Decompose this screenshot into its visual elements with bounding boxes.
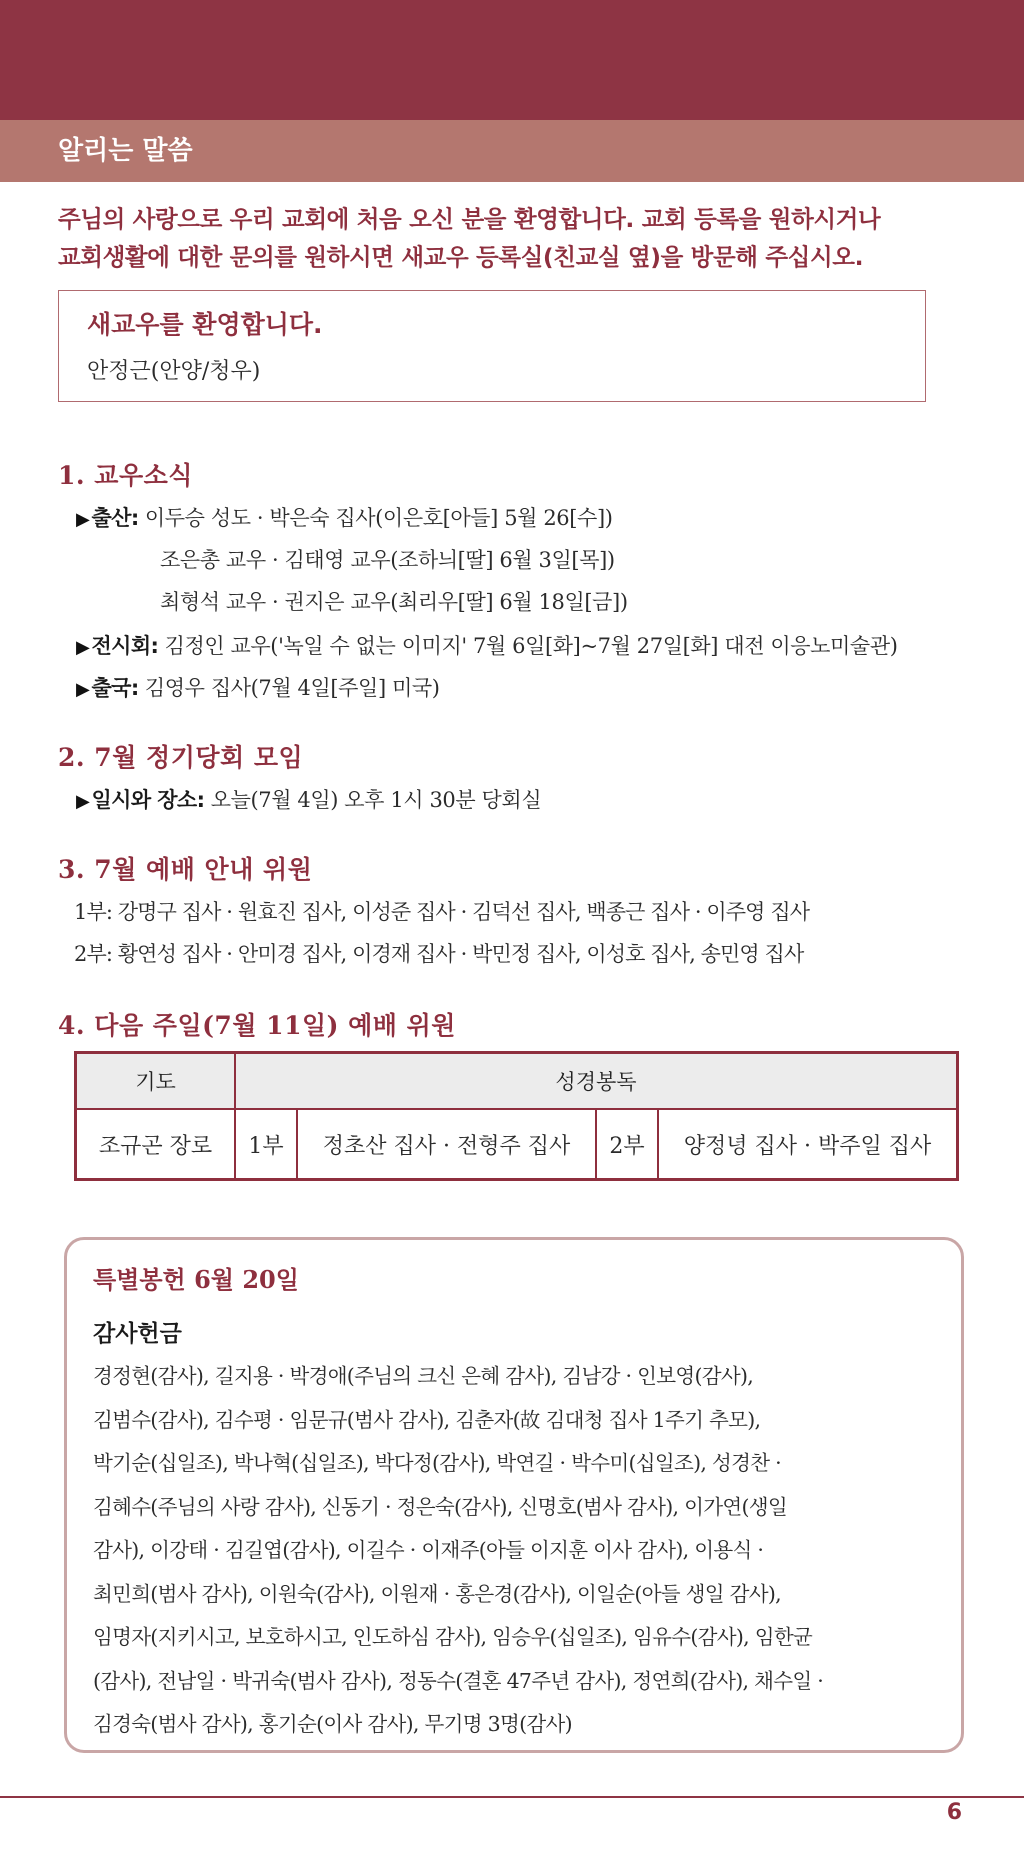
- page-number: 6: [946, 1800, 962, 1825]
- meeting-line: [76, 784, 541, 814]
- offering-line: 박기순(십일조), 박나혁(십일조), 박다정(감사), 박연길 · 박수미(십일조), 성경찬 ·: [93, 1451, 781, 1475]
- offering-list: [93, 1355, 953, 1747]
- heading-next-week: 4. 다음 주일(7월 11일) 예배 위원: [58, 1011, 456, 1040]
- triangle-bullet-icon: ▶: [76, 791, 90, 812]
- meeting-text: 오늘(7월 4일) 오후 1시 30분 당회실: [210, 788, 542, 812]
- table-header-row: [76, 1053, 958, 1110]
- intro-line-2: 교회생활에 대한 문의를 원하시면 새교우 등록실(친교실 옆)을 방문해 주십시오.: [58, 243, 864, 271]
- cell-service-2-names: 양정녕 집사 · 박주일 집사: [658, 1109, 958, 1180]
- offering-title: 특별봉헌 6월 20일: [93, 1265, 299, 1294]
- offering-line: 임명자(지키시고, 보호하시고, 인도하심 감사), 임승우(십일조), 임유수(감사), 임한균: [93, 1625, 813, 1649]
- cell-service-2: 2부: [596, 1109, 658, 1180]
- section-title: 알리는 말씀: [0, 120, 1024, 182]
- offering-subtitle: 감사헌금: [93, 1321, 182, 1347]
- welcome-title: 새교우를 환영합니다.: [87, 310, 323, 339]
- offering-line: 최민희(범사 감사), 이원숙(감사), 이원재 · 홍은경(감사), 이일순(아들 생일 감사),: [93, 1581, 781, 1606]
- ushers-line-2: 2부: 황연성 집사 · 안미경 집사, 이경재 집사 · 박민정 집사, 이성호 집사, 송민영 집사: [74, 942, 804, 966]
- bottom-divider: [0, 1796, 1024, 1798]
- duty-table: [74, 1051, 959, 1181]
- header-band: [0, 0, 1024, 120]
- triangle-bullet-icon: ▶: [76, 509, 90, 530]
- offering-box: [64, 1237, 964, 1753]
- intro-line-1: 주님의 사랑으로 우리 교회에 처음 오신 분을 환영합니다. 교회 등록을 원하시거나: [58, 205, 881, 233]
- col-prayer: 기도: [76, 1053, 236, 1110]
- table-row: [76, 1109, 958, 1180]
- ushers-line-1: 1부: 강명구 집사 · 원효진 집사, 이성준 집사 · 김덕선 집사, 백종근 집사 · 이주영 집사: [74, 900, 810, 924]
- depart-line: [76, 672, 440, 702]
- birth-line-2: 조은총 교우 · 김태영 교우(조하늬[딸] 6월 3일[목]): [160, 548, 615, 572]
- depart-label: 출국:: [91, 676, 139, 700]
- birth-text-1: 이두승 성도 · 박은숙 집사(이은호[아들] 5월 26[수]): [144, 506, 613, 530]
- heading-news: 1. 교우소식: [58, 461, 193, 490]
- welcome-box: [58, 290, 926, 402]
- meeting-label: 일시와 장소:: [91, 788, 205, 812]
- birth-line-1: [76, 502, 613, 532]
- triangle-bullet-icon: ▶: [76, 679, 90, 700]
- depart-text: 김영우 집사(7월 4일[주일] 미국): [144, 676, 440, 700]
- birth-label: 출산:: [91, 506, 139, 530]
- offering-line: 김범수(감사), 김수평 · 임문규(범사 감사), 김춘자(故 김대청 집사 1주기 추모),: [93, 1407, 761, 1432]
- birth-line-3: 최형석 교우 · 권지은 교우(최리우[딸] 6월 18일[금]): [160, 590, 628, 614]
- cell-service-1-names: 정초산 집사 · 전형주 집사: [297, 1109, 596, 1180]
- offering-line: (감사), 전남일 · 박귀숙(범사 감사), 정동수(결혼 47주년 감사), 정연희(감사), 채수일 ·: [93, 1668, 824, 1693]
- exhibit-text: 김정인 교우('녹일 수 없는 이미지' 7월 6일[화]~7월 27일[화] 대전 이응노미술관): [164, 634, 898, 658]
- intro-text: [58, 200, 988, 276]
- offering-line: 감사), 이강태 · 김길엽(감사), 이길수 · 이재주(아들 이지훈 이사 감사), 이용식 ·: [93, 1538, 764, 1562]
- cell-service-1: 1부: [235, 1109, 297, 1180]
- cell-prayer: 조규곤 장로: [76, 1109, 236, 1180]
- heading-ushers: 3. 7월 예배 안내 위원: [58, 855, 313, 884]
- offering-line: 경정현(감사), 길지용 · 박경애(주님의 크신 은혜 감사), 김남강 · 인보영(감사),: [93, 1364, 754, 1388]
- triangle-bullet-icon: ▶: [76, 637, 90, 658]
- offering-line: 김혜수(주님의 사랑 감사), 신동기 · 정은숙(감사), 신명호(범사 감사), 이가연(생일: [93, 1494, 787, 1519]
- exhibit-line: [76, 630, 898, 660]
- welcome-names: 안정근(안양/청우): [87, 359, 261, 384]
- exhibit-label: 전시회:: [91, 634, 159, 658]
- offering-line: 김경숙(범사 감사), 홍기순(이사 감사), 무기명 3명(감사): [93, 1712, 572, 1736]
- col-reading: 성경봉독: [235, 1053, 958, 1110]
- heading-meeting: 2. 7월 정기당회 모임: [58, 743, 304, 772]
